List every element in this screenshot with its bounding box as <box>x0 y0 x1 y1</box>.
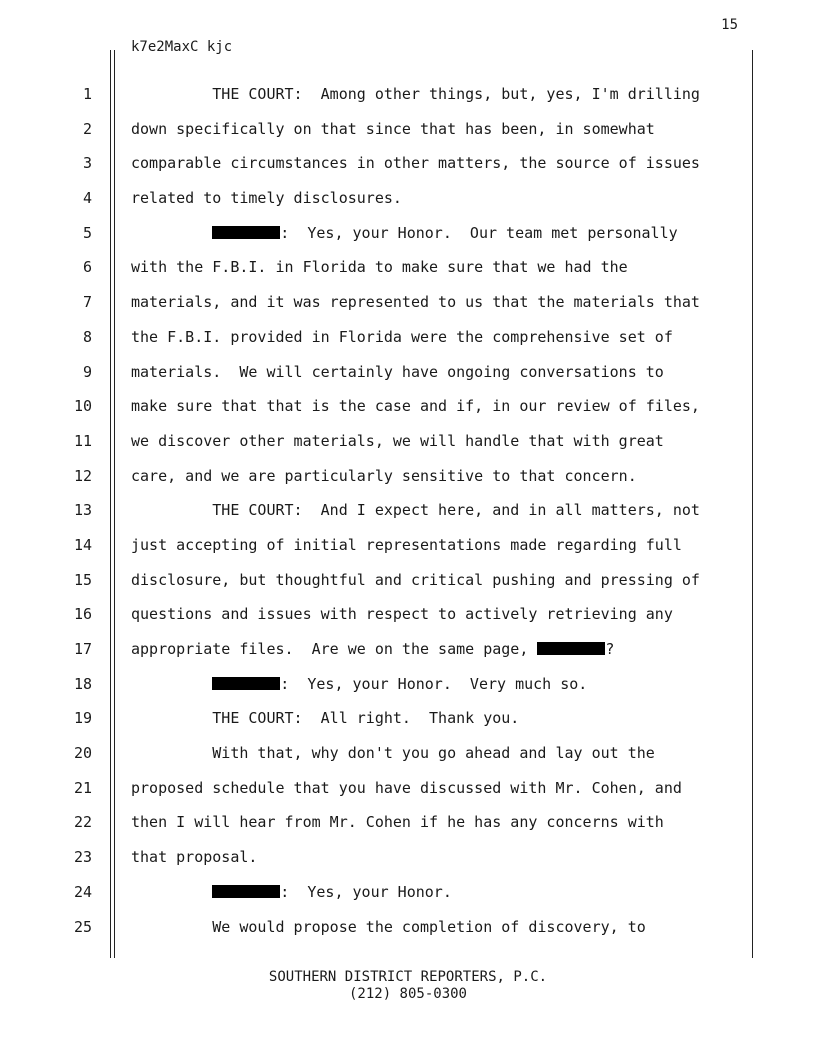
text-segment: disclosure, but thoughtful and critical pushing and pressing of <box>131 570 700 589</box>
text-segment: : Yes, your Honor. Very much so. <box>280 674 588 693</box>
text-segment: we discover other materials, we will handle that with great <box>131 431 664 450</box>
line-text <box>131 701 519 736</box>
header-code: k7e2MaxC kjc <box>131 39 233 55</box>
transcript-line <box>0 285 816 320</box>
transcript-line <box>0 563 816 598</box>
transcript-line <box>0 112 816 147</box>
text-segment: with the F.B.I. in Florida to make sure that we had the <box>131 258 628 277</box>
footer-phone: (212) 805-0300 <box>348 986 467 1002</box>
transcript-line <box>0 632 816 667</box>
line-text <box>131 459 637 494</box>
line-text <box>131 389 700 424</box>
text-segment: then I will hear from Mr. Cohen if he has any concerns with <box>131 813 664 832</box>
line-number: 3 <box>82 154 92 173</box>
line-number: 10 <box>73 397 92 416</box>
line-text <box>131 528 682 563</box>
text-segment: THE COURT: Among other things, but, yes, I'm drilling <box>131 85 700 103</box>
line-number: 14 <box>73 535 92 554</box>
transcript-line <box>0 875 816 910</box>
line-text <box>131 250 628 285</box>
line-number: 4 <box>82 189 92 208</box>
line-text <box>131 285 700 320</box>
footer <box>0 969 816 1003</box>
line-number: 11 <box>73 431 92 450</box>
text-segment: THE COURT: All right. Thank you. <box>131 709 520 728</box>
line-number: 18 <box>73 674 92 693</box>
line-number: 2 <box>82 119 92 138</box>
transcript-line <box>0 805 816 840</box>
line-number: 13 <box>73 501 92 520</box>
line-text <box>131 910 646 945</box>
text-segment: : Yes, your Honor. Our team met personally <box>280 223 678 242</box>
line-text <box>131 320 673 355</box>
line-number: 22 <box>73 813 92 832</box>
text-segment: down specifically on that since that has been, in somewhat <box>131 119 655 138</box>
text-segment: the F.B.I. provided in Florida were the comprehensive set of <box>131 327 673 346</box>
text-segment: We would propose the completion of discovery, to <box>131 917 646 936</box>
transcript-line <box>0 910 816 945</box>
line-number: 15 <box>73 570 92 589</box>
line-text <box>131 875 452 910</box>
line-number: 24 <box>73 882 92 901</box>
line-number: 19 <box>73 709 92 728</box>
line-text <box>131 424 664 459</box>
line-text <box>131 840 257 875</box>
redaction-block <box>537 642 605 655</box>
line-number: 16 <box>73 605 92 624</box>
text-segment: just accepting of initial representations made regarding full <box>131 535 682 554</box>
line-number: 12 <box>73 466 92 485</box>
page-number: 15 <box>721 17 738 33</box>
transcript-line <box>0 216 816 251</box>
text-segment: ? <box>605 640 615 658</box>
line-number: 1 <box>82 85 92 103</box>
transcript-line <box>0 389 816 424</box>
line-number: 5 <box>82 223 92 242</box>
line-number: 25 <box>73 917 92 936</box>
transcript-line <box>0 424 816 459</box>
line-text <box>131 181 402 216</box>
line-number: 21 <box>73 778 92 797</box>
line-text <box>131 563 700 598</box>
line-text <box>131 146 700 181</box>
line-text <box>131 805 664 840</box>
line-number: 9 <box>82 362 92 381</box>
redaction-block <box>212 226 280 239</box>
transcript-line <box>0 146 816 181</box>
text-segment: materials. We will certainly have ongoing conversations to <box>131 362 664 381</box>
text-segment: care, and we are particularly sensitive to that concern. <box>131 466 637 485</box>
redaction-block <box>212 677 280 690</box>
transcript-line <box>0 181 816 216</box>
transcript-line <box>0 493 816 528</box>
line-text <box>131 493 700 528</box>
transcript-line <box>0 597 816 632</box>
text-segment: make sure that that is the case and if, in our review of files, <box>131 397 700 416</box>
line-number: 8 <box>82 327 92 346</box>
text-segment: comparable circumstances in other matters, the source of issues <box>131 154 700 173</box>
transcript-line <box>0 840 816 875</box>
text-segment: that proposal. <box>131 848 258 867</box>
text-segment: appropriate files. Are we on the same page, <box>131 640 538 658</box>
line-text <box>131 112 655 147</box>
text-segment: questions and issues with respect to actively retrieving any <box>131 605 673 624</box>
line-text <box>131 667 587 702</box>
text-segment: related to timely disclosures. <box>131 189 402 208</box>
text-segment: THE COURT: And I expect here, and in all matters, not <box>131 501 700 520</box>
line-number: 23 <box>73 848 92 867</box>
transcript-line <box>0 459 816 494</box>
line-number: 7 <box>82 293 92 312</box>
line-number: 20 <box>73 744 92 763</box>
text-segment: With that, why don't you go ahead and lay out the <box>131 744 655 763</box>
line-text <box>131 632 614 667</box>
transcript-line <box>0 701 816 736</box>
text-segment: materials, and it was represented to us that the materials that <box>131 293 700 312</box>
transcript-line <box>0 736 816 771</box>
line-number: 6 <box>82 258 92 277</box>
line-text <box>131 597 673 632</box>
text-segment: proposed schedule that you have discussed with Mr. Cohen, and <box>131 778 682 797</box>
footer-reporter-name: SOUTHERN DISTRICT REPORTERS, P.C. <box>268 969 548 985</box>
line-text <box>131 216 678 251</box>
line-text <box>131 771 682 806</box>
transcript-line <box>0 667 816 702</box>
redaction-block <box>212 885 280 898</box>
text-segment <box>131 224 212 242</box>
line-number: 17 <box>73 640 92 658</box>
line-text <box>131 736 655 771</box>
transcript-line <box>0 771 816 806</box>
transcript-line <box>0 528 816 563</box>
text-segment <box>131 883 212 901</box>
text-segment: : Yes, your Honor. <box>280 882 452 901</box>
transcript-line <box>0 355 816 390</box>
line-text <box>131 77 700 112</box>
transcript-line <box>0 77 816 112</box>
line-text <box>131 355 664 390</box>
transcript-body <box>0 77 816 944</box>
transcript-line <box>0 320 816 355</box>
transcript-line <box>0 250 816 285</box>
text-segment <box>131 675 212 693</box>
